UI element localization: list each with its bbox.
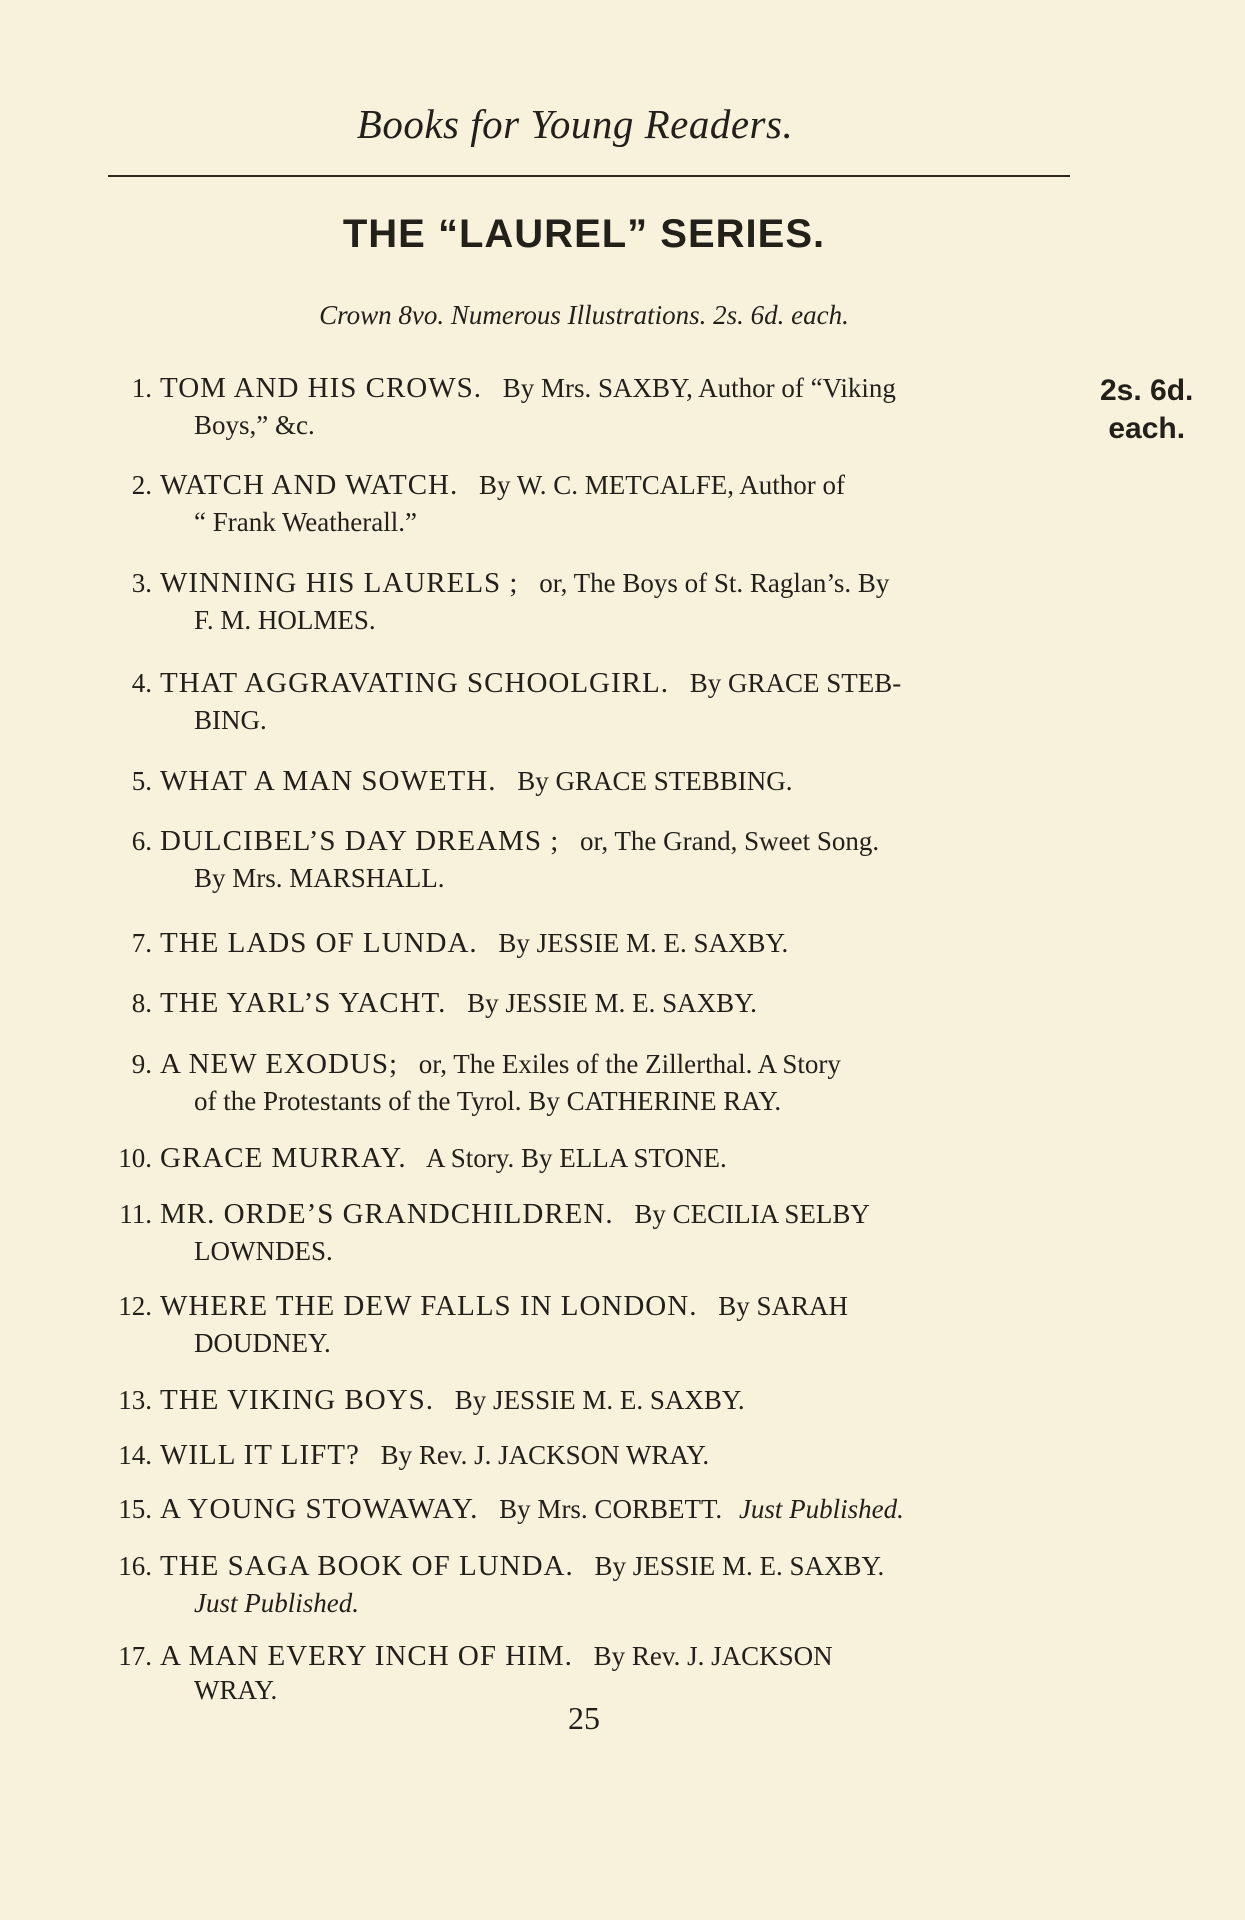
- entry-title: THE LADS OF LUNDA.: [160, 927, 478, 959]
- entry-author: By Mrs. SAXBY, Author of “Viking: [502, 373, 896, 403]
- entry-title: MR. ORDE’S GRANDCHILDREN.: [160, 1198, 614, 1230]
- entry-number: 4.: [131, 668, 152, 698]
- entry-author: By SARAH: [718, 1291, 848, 1321]
- entry-title: TOM AND HIS CROWS.: [160, 372, 483, 404]
- entry-number: 8.: [131, 988, 152, 1018]
- entry-text: [160, 1140, 1064, 1177]
- list-item: [108, 1491, 1064, 1528]
- entry-number: 9.: [131, 1049, 152, 1079]
- entry-continuation: of the Protestants of the Tyrol. By CATHERINE RAY.: [194, 1086, 782, 1116]
- list-item: [108, 763, 1064, 800]
- entry-text: [160, 763, 1064, 800]
- entry-continuation: Boys,” &c.: [194, 410, 315, 440]
- list-item: [108, 467, 1064, 541]
- entry-author: or, The Exiles of the Zillerthal. A Story: [418, 1049, 841, 1079]
- header-rule: [108, 175, 1070, 177]
- entry-continuation: By Mrs. MARSHALL.: [194, 863, 445, 893]
- list-item: [108, 565, 1064, 639]
- entry-number: 14.: [118, 1440, 152, 1470]
- entry-number: 11.: [119, 1199, 152, 1229]
- entry-author: By JESSIE M. E. SAXBY.: [467, 988, 757, 1018]
- entry-title: WHERE THE DEW FALLS IN LONDON.: [160, 1290, 698, 1322]
- entry-title: WHAT A MAN SOWETH.: [160, 765, 497, 797]
- entry-number: 6.: [131, 826, 152, 856]
- entry-author: By CECILIA SELBY: [634, 1199, 870, 1229]
- entry-text: [160, 1382, 1064, 1419]
- entry-number: 13.: [118, 1385, 152, 1415]
- entry-author: or, The Grand, Sweet Song.: [580, 826, 880, 856]
- entry-title: THAT AGGRAVATING SCHOOLGIRL.: [160, 667, 669, 699]
- entry-text: [160, 1638, 1064, 1705]
- entry-title: THE VIKING BOYS.: [160, 1384, 435, 1416]
- entry-author: or, The Boys of St. Raglan’s. By: [539, 568, 890, 598]
- entry-number: 12.: [118, 1291, 152, 1321]
- entry-title: DULCIBEL’S DAY DREAMS ;: [160, 825, 560, 857]
- entry-author: By Rev. J. JACKSON: [593, 1641, 833, 1671]
- entry-number: 10.: [118, 1143, 152, 1173]
- entry-title: WINNING HIS LAURELS ;: [160, 567, 519, 599]
- entry-text: [160, 370, 1064, 444]
- entry-title: A MAN EVERY INCH OF HIM.: [160, 1640, 573, 1672]
- entry-note: Just Published.: [738, 1494, 904, 1524]
- list-item: [108, 925, 1064, 962]
- page-number: 25: [568, 1700, 600, 1736]
- entry-text: [160, 1548, 1064, 1622]
- price-note-price: 2s. 6d.: [1100, 374, 1194, 407]
- list-item: [108, 1288, 1064, 1362]
- list-item: [108, 370, 1064, 444]
- entry-continuation: LOWNDES.: [194, 1236, 333, 1266]
- entry-title: A NEW EXODUS;: [160, 1048, 399, 1080]
- list-item: [108, 1140, 1064, 1177]
- entry-author: By GRACE STEBBING.: [517, 766, 793, 796]
- entry-author: By Mrs. CORBETT.: [499, 1494, 723, 1524]
- list-item: [108, 1382, 1064, 1419]
- series-title: THE “LAUREL” SERIES.: [342, 212, 826, 256]
- entry-text: [160, 1046, 1064, 1120]
- entry-continuation: BING.: [194, 705, 267, 735]
- entry-continuation: WRAY.: [194, 1675, 278, 1705]
- entry-author: By W. C. METCALFE, Author of: [478, 470, 846, 500]
- entry-title: THE YARL’S YACHT.: [160, 987, 447, 1019]
- entry-author: A Story. By ELLA STONE.: [425, 1143, 727, 1173]
- entry-number: 7.: [131, 928, 152, 958]
- entry-continuation: F. M. HOLMES.: [194, 605, 376, 635]
- entry-text: [160, 1288, 1064, 1362]
- entry-author: By JESSIE M. E. SAXBY.: [594, 1551, 885, 1581]
- list-item: [108, 1196, 1064, 1270]
- entry-continuation: DOUDNEY.: [194, 1328, 331, 1358]
- list-item: [108, 1046, 1064, 1120]
- list-item: [108, 665, 1064, 739]
- entry-title: WATCH AND WATCH.: [160, 469, 459, 501]
- entry-number: 1.: [131, 373, 152, 403]
- entry-text: [160, 925, 1064, 962]
- entry-number: 16.: [118, 1551, 152, 1581]
- list-item: [108, 985, 1064, 1022]
- entry-continuation: “ Frank Weatherall.”: [194, 507, 417, 537]
- entry-number: 15.: [118, 1494, 152, 1524]
- series-subtitle: Crown 8vo. Numerous Illustrations. 2s. 6d. each.: [319, 300, 849, 330]
- price-note-each: each.: [1108, 412, 1186, 445]
- list-item: [108, 823, 1064, 897]
- entry-title: THE SAGA BOOK OF LUNDA.: [160, 1550, 574, 1582]
- entry-number: 5.: [131, 766, 152, 796]
- entry-text: [160, 823, 1064, 897]
- price-note: [1100, 372, 1193, 448]
- running-head: Books for Young Readers.: [356, 101, 794, 147]
- entry-text: [160, 565, 1064, 639]
- entry-number: 2.: [131, 470, 152, 500]
- entry-title: GRACE MURRAY.: [160, 1142, 407, 1174]
- entry-number: 3.: [131, 568, 152, 598]
- entry-author: By Rev. J. JACKSON WRAY.: [380, 1440, 710, 1470]
- entry-text: [160, 1196, 1064, 1270]
- entry-continuation: Just Published.: [194, 1588, 359, 1618]
- entry-title: WILL IT LIFT?: [160, 1439, 360, 1471]
- entry-text: [160, 467, 1064, 541]
- entry-author: By GRACE STEB-: [689, 668, 902, 698]
- entry-text: [160, 1491, 1064, 1528]
- list-item: [108, 1437, 1064, 1474]
- entry-text: [160, 665, 1064, 739]
- list-item: [108, 1548, 1064, 1622]
- entry-text: [160, 1437, 1064, 1474]
- entry-author: By JESSIE M. E. SAXBY.: [454, 1385, 745, 1415]
- list-item: [108, 1638, 1064, 1705]
- entry-text: [160, 985, 1064, 1022]
- entry-title: A YOUNG STOWAWAY.: [160, 1493, 479, 1525]
- entry-author: By JESSIE M. E. SAXBY.: [498, 928, 789, 958]
- entry-number: 17.: [118, 1641, 152, 1671]
